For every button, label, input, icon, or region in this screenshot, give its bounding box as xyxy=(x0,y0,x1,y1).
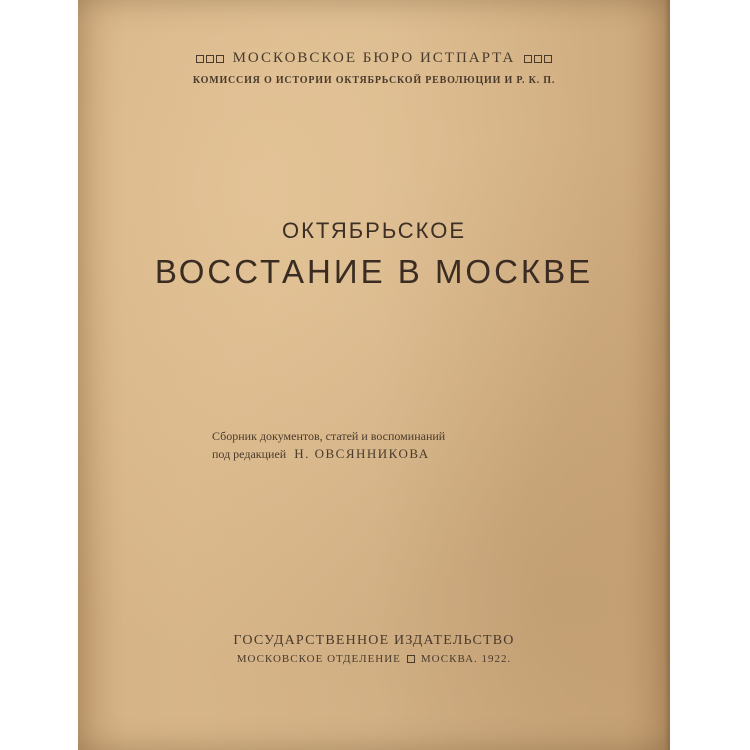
title-line-1: ОКТЯБРЬСКОЕ xyxy=(281,218,467,243)
publisher-imprint xyxy=(78,653,670,665)
organization-name: МОСКОВСКОЕ БЮРО ИСТПАРТА xyxy=(232,50,516,66)
commission-line: КОМИССИЯ О ИСТОРИИ ОКТЯБРЬСКОЙ РЕВОЛЮЦИИ И Р. К. П. xyxy=(192,75,556,86)
title-page xyxy=(78,0,670,750)
publisher-name: ГОСУДАРСТВЕННОЕ ИЗДАТЕЛЬСТВО xyxy=(233,633,515,648)
publisher-branch: МОСКОВСКОЕ ОТДЕЛЕНИЕ xyxy=(236,653,401,665)
editor-name: Н. ОВСЯННИКОВА xyxy=(294,446,430,461)
title-line-2: ВОССТАНИЕ В МОСКВЕ xyxy=(154,253,594,290)
ornament-squares-left xyxy=(195,50,225,67)
publisher-place-year: МОСКВА. 1922. xyxy=(420,653,512,665)
organization-header xyxy=(78,50,670,67)
editor-prefix: под редакцией xyxy=(212,447,287,461)
collection-info xyxy=(212,427,445,463)
ornament-square xyxy=(407,655,415,663)
editor-line xyxy=(212,445,445,463)
collection-description: Сборник документов, статей и воспоминаний xyxy=(212,429,446,443)
ornament-squares-right xyxy=(523,50,553,67)
